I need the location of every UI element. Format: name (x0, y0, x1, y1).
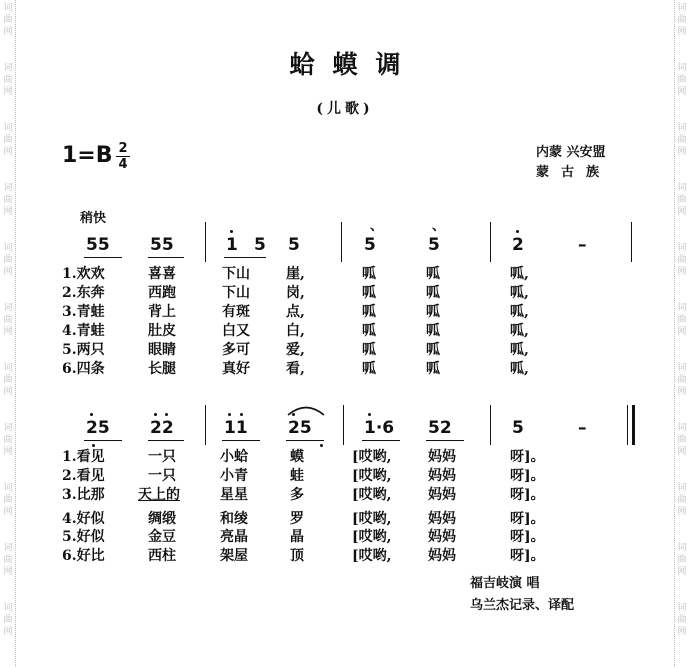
watermark-text: 词曲网 (677, 243, 687, 277)
lyric: 呀]。 (510, 529, 545, 545)
octave-dot (368, 413, 371, 416)
watermark-text: 词曲网 (3, 603, 13, 637)
lyric: 呀]。 (510, 548, 545, 564)
barline (343, 405, 344, 445)
octave-dot (165, 413, 168, 416)
lyric: 6.好比 (62, 548, 105, 564)
lower-octave-dot (320, 444, 323, 447)
lyric: 小青 (220, 468, 248, 484)
lyric: 呱 (426, 285, 440, 301)
song-origin (536, 143, 611, 183)
lyric: 下山 (222, 285, 250, 301)
lyric: 小蛤 (220, 449, 248, 465)
final-barline-thin (627, 405, 628, 445)
beam-line (84, 257, 122, 258)
lyric: 白又 (222, 323, 250, 339)
beam-line (426, 440, 464, 441)
lyric: 呱 (426, 304, 440, 320)
watermark-text: 词曲网 (677, 63, 687, 97)
lyric: 2.看见 (62, 468, 105, 484)
note: 1 (226, 235, 238, 255)
barline (341, 222, 342, 262)
lyric: 呱 (362, 342, 376, 358)
lyric: 妈妈 (428, 468, 456, 484)
beam-line (148, 440, 184, 441)
recorder-credit: 乌兰杰记录、译配 (470, 598, 575, 613)
lyric: 一只 (148, 468, 176, 484)
lyric: 和绫 (220, 511, 248, 527)
lyric: [哎哟, (352, 449, 392, 465)
accent-mark: 、 (432, 219, 446, 234)
origin-ethnicity: 蒙古族 (536, 165, 612, 180)
watermark-text: 词曲网 (677, 3, 687, 37)
singer-credit: 福吉岐演 唱 (470, 576, 540, 591)
lyric: 呀]。 (510, 511, 545, 527)
watermark-text: 词曲网 (677, 363, 687, 397)
credits (470, 573, 574, 617)
lyric: 顶 (290, 548, 304, 564)
lyric: 架屋 (220, 548, 248, 564)
key-signature: 1=B (62, 143, 113, 168)
lyric: [哎哟, (352, 468, 392, 484)
lyric: 呀]。 (510, 468, 545, 484)
lyric: 西柱 (148, 548, 176, 564)
time-signature (116, 141, 130, 172)
lyric: 呱, (510, 342, 529, 358)
beam-line (362, 440, 400, 441)
lyric: 西跑 (148, 285, 176, 301)
watermark-text: 词曲网 (3, 123, 13, 157)
barline (631, 222, 632, 262)
lyric: 亮晶 (220, 529, 248, 545)
lyric: 呱, (510, 285, 529, 301)
lyric: 呱 (426, 266, 440, 282)
note: 5 (364, 235, 376, 255)
lyric: 长腿 (148, 361, 176, 377)
watermark-text: 词曲网 (3, 483, 13, 517)
lyric: 背上 (148, 304, 176, 320)
note-group: 55 (86, 235, 110, 255)
lyric: 点, (286, 304, 305, 320)
note: 5 (512, 418, 524, 438)
lyric: 蛙 (290, 468, 304, 484)
song-subtitle: (儿歌) (316, 101, 374, 117)
lyric: 金豆 (148, 529, 176, 545)
watermark-text: 词曲网 (3, 303, 13, 337)
octave-dot (230, 230, 233, 233)
lyric: 呱 (426, 361, 440, 377)
note-group: 11 (224, 418, 248, 438)
lyric: 4.青蛙 (62, 323, 105, 339)
lyric: 3.比那 (62, 487, 105, 503)
slur-mark (286, 404, 326, 416)
lyric: 呱 (362, 361, 376, 377)
watermark-text: 词曲网 (3, 363, 13, 397)
note-group: 52 (428, 418, 452, 438)
lyric: 1.看见 (62, 449, 105, 465)
lyric: 崖, (286, 266, 305, 282)
time-signature-top: 2 (118, 141, 128, 156)
watermark-text: 词曲网 (677, 483, 687, 517)
lyric: 5.好似 (62, 529, 105, 545)
watermark-text: 词曲网 (677, 183, 687, 217)
lyric: 呱, (510, 266, 529, 282)
lyric: [哎哟, (352, 529, 392, 545)
accent-mark: 、 (370, 219, 384, 234)
lyric: 呱 (362, 285, 376, 301)
note-group: 1·6 (364, 418, 395, 438)
song-title: 蛤蟆调 (289, 50, 419, 79)
lyric: 有斑 (222, 304, 250, 320)
note: 2 (512, 235, 524, 255)
lyric: 1.欢欢 (62, 266, 105, 282)
lyric: 呱 (362, 304, 376, 320)
lyric: 罗 (290, 511, 304, 527)
dash-sustain: – (578, 418, 587, 438)
lyric: [哎哟, (352, 511, 392, 527)
lyric: 多可 (222, 342, 250, 358)
octave-dot (154, 413, 157, 416)
lyric: 5.两只 (62, 342, 105, 358)
lyric: 呀]。 (510, 487, 545, 503)
lyric: 星星 (220, 487, 248, 503)
lyric: 呱, (510, 304, 529, 320)
lyric: 看, (286, 361, 305, 377)
watermark-text: 词曲网 (3, 183, 13, 217)
beam-line (224, 257, 266, 258)
note-group: 25 (86, 418, 110, 438)
lyric: 妈妈 (428, 548, 456, 564)
watermark-text: 词曲网 (3, 3, 13, 37)
lyric: 多 (290, 487, 304, 503)
watermark-text: 词曲网 (677, 603, 687, 637)
note-group: 22 (150, 418, 174, 438)
lyric: 妈妈 (428, 529, 456, 545)
octave-dot (516, 230, 519, 233)
origin-region: 内蒙 兴安盟 (536, 145, 606, 160)
note-group: 25 (288, 418, 312, 438)
barline (205, 405, 206, 445)
beam-line (222, 440, 260, 441)
lyric: 妈妈 (428, 511, 456, 527)
lyric: 下山 (222, 266, 250, 282)
lyric: 喜喜 (148, 266, 176, 282)
lyric: 6.四条 (62, 361, 105, 377)
lyric: 妈妈 (428, 449, 456, 465)
time-signature-bottom: 4 (118, 157, 128, 172)
lyric: [哎哟, (352, 487, 392, 503)
barline (490, 222, 491, 262)
watermark-text: 词曲网 (677, 423, 687, 457)
barline (205, 222, 206, 262)
octave-dot (90, 413, 93, 416)
lyric: 晶 (290, 529, 304, 545)
final-barline-thick (632, 405, 635, 445)
lyric: 4.好似 (62, 511, 105, 527)
tempo-marking: 稍快 (80, 211, 107, 226)
octave-dot (228, 413, 231, 416)
lyric: 真好 (222, 361, 250, 377)
watermark-text: 词曲网 (677, 543, 687, 577)
lyric: [哎哟, (352, 548, 392, 564)
barline (490, 405, 491, 445)
lyric: 呱, (510, 361, 529, 377)
note: 5 (428, 235, 440, 255)
lyric: 天上的 (138, 487, 180, 503)
lyric: 呱, (510, 323, 529, 339)
beam-line (148, 257, 184, 258)
lyric: 呀]。 (510, 449, 545, 465)
lyric: 呱 (362, 266, 376, 282)
lyric: 岗, (286, 285, 305, 301)
lyric: 肚皮 (148, 323, 176, 339)
lyric: 妈妈 (428, 487, 456, 503)
lyric: 呱 (426, 323, 440, 339)
lyric: 3.青蛙 (62, 304, 105, 320)
note: 5 (254, 235, 266, 255)
watermark-text: 词曲网 (677, 303, 687, 337)
watermark-text: 词曲网 (3, 243, 13, 277)
watermark-text: 词曲网 (3, 543, 13, 577)
lyric: 眼睛 (148, 342, 176, 358)
note: 5 (288, 235, 300, 255)
lyric: 白, (286, 323, 305, 339)
beam-line (84, 440, 122, 441)
lyric: 爱, (286, 342, 305, 358)
watermark-text: 词曲网 (3, 423, 13, 457)
lyric: 蟆 (290, 449, 304, 465)
note-group: 55 (150, 235, 174, 255)
watermark-text: 词曲网 (677, 123, 687, 157)
watermark-text: 词曲网 (3, 63, 13, 97)
lyric: 呱 (362, 323, 376, 339)
lyric: 一只 (148, 449, 176, 465)
lyric: 绸缎 (148, 511, 176, 527)
lyric: 2.东奔 (62, 285, 105, 301)
dash-sustain: – (578, 235, 587, 255)
lyric: 呱 (426, 342, 440, 358)
beam-line (286, 440, 324, 441)
octave-dot (240, 413, 243, 416)
